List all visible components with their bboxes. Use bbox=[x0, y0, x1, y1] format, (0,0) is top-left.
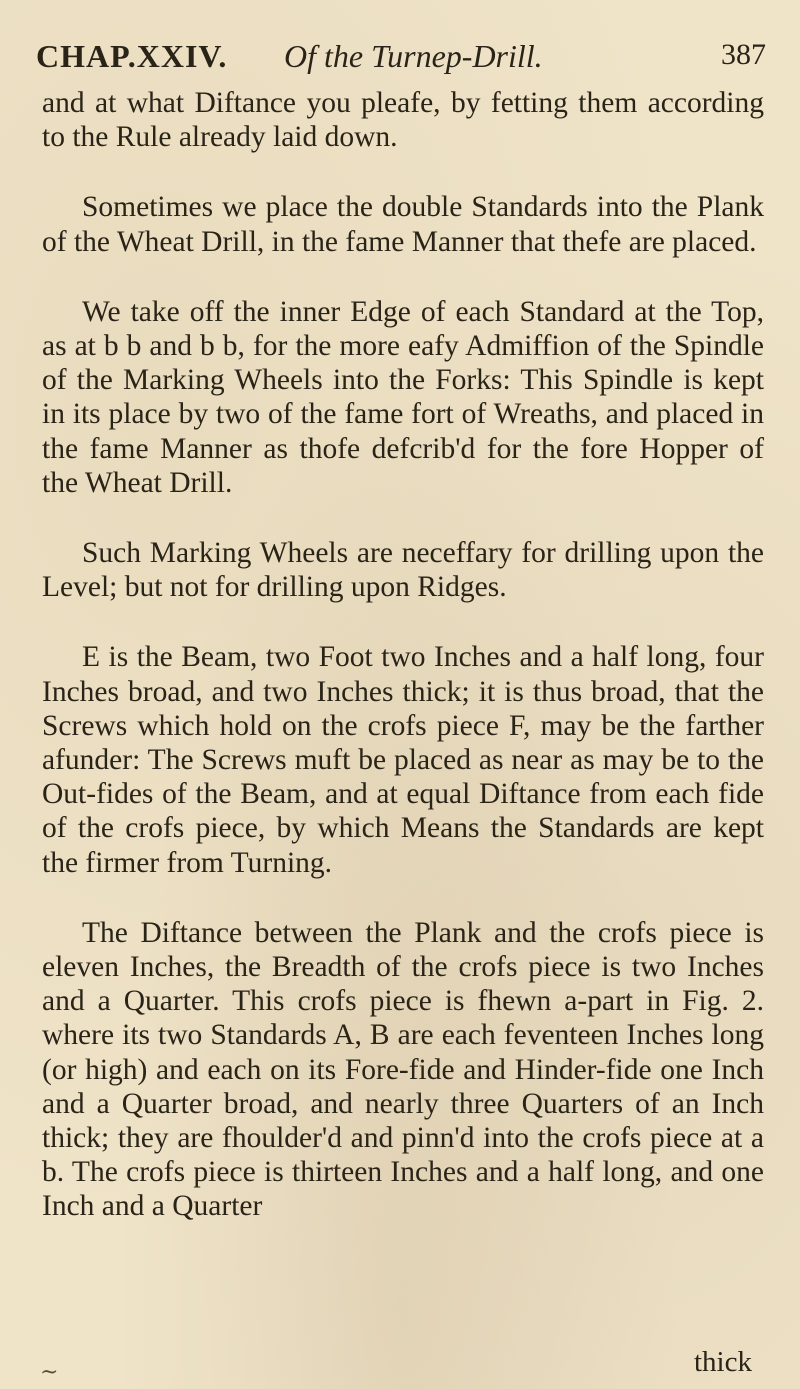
catchword: thick bbox=[694, 1346, 752, 1378]
page-number: 387 bbox=[721, 38, 766, 71]
paragraph-6: The Diftance between the Plank and the crofs piece is eleven Inches, the Breadth of the crofs piece is two Inches and a Quarter. This crofs piece is fhewn a-part in Fig. 2. where its two Standards A, B are each feventeen Inches long (or high) and each on its Fore-fide and Hinder-fide one Inch and a Quarter broad, and nearly three Quarters of an Inch thick; they are fhoulder'd and pinn'd into the crofs piece at a b. The crofs piece is thirteen Inches and a half long, and one Inch and a Quarter bbox=[42, 916, 764, 1223]
paragraph-2: Sometimes we place the double Standards into the Plank of the Wheat Drill, in the fame Manner that thefe are placed. bbox=[42, 191, 764, 258]
running-title: Of the Turnep-Drill. bbox=[284, 38, 543, 74]
body-text bbox=[42, 86, 764, 1224]
paragraph-4: Such Marking Wheels are neceffary for drilling upon the Level; but not for drilling upon Ridges. bbox=[42, 537, 764, 604]
page-mark: ~ bbox=[40, 1360, 59, 1385]
chapter-heading: CHAP.XXIV. bbox=[36, 38, 228, 74]
paragraph-1: and at what Diftance you pleafe, by fetting them according to the Rule already laid down. bbox=[42, 87, 764, 154]
paragraph-5: E is the Beam, two Foot two Inches and a half long, four Inches broad, and two Inches thick; it is thus broad, that the Screws which hold on the crofs piece F, may be the farther afunder: The Screws muft be placed as near as may be to the Out-fides of the Beam, and at equal Diftance from each fide of the crofs piece, by which Means the Standards are kept the firmer from Turning. bbox=[42, 641, 764, 879]
running-head bbox=[36, 38, 766, 78]
paragraph-3: We take off the inner Edge of each Standard at the Top, as at b b and b b, for the more eafy Admiffion of the Spindle of the Marking Wheels into the Forks: This Spindle is kept in its place by two of the fame fort of Wreaths, and placed in the fame Manner as thofe defcrib'd for the fore Hopper of the Wheat Drill. bbox=[42, 295, 764, 499]
